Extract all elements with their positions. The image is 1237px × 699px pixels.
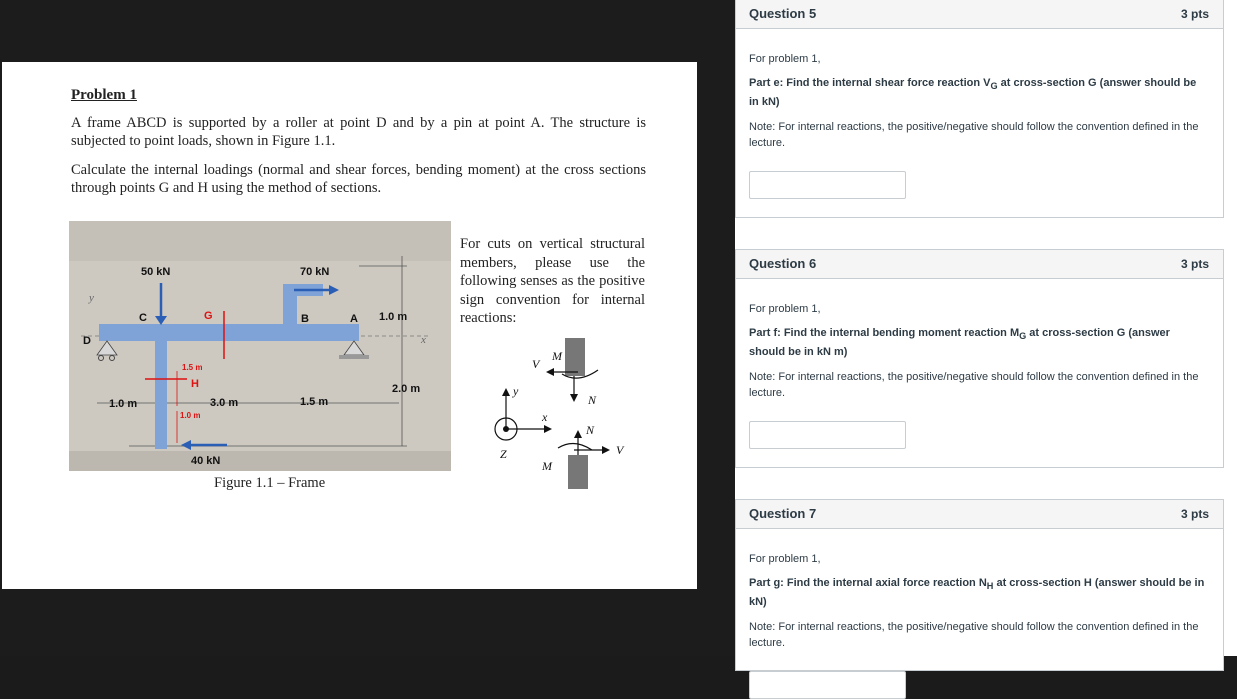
question-header (736, 0, 1223, 29)
problem-task: Calculate the internal loadings (normal and shear forces, bending moment) at the cross sections through points G and H using the method of sections. (71, 162, 646, 196)
problem-title: Problem 1 (71, 87, 137, 103)
label-d: D (83, 335, 91, 347)
label-m-top: M (552, 349, 562, 363)
figure-caption: Figure 1.1 – Frame (214, 475, 326, 491)
axis-y-label: y (89, 292, 94, 304)
question-prompt: Part f: Find the internal bending moment reaction $M_G$ at cross-section G (answer should be in kN m) (749, 327, 1170, 359)
label-h: H (191, 378, 199, 390)
question-7-card (735, 499, 1224, 671)
dim-1-5: 1.5 m (300, 396, 329, 408)
answer-input[interactable] (749, 421, 906, 449)
dim-1-0-top: 1.0 m (379, 311, 408, 323)
label-a: A (350, 313, 358, 325)
dim-2-0: 2.0 m (392, 383, 421, 395)
label-m-bottom: M (542, 459, 552, 473)
label-n-top: N (588, 393, 597, 407)
frame-figure (69, 221, 451, 471)
coord-x-label: x (542, 410, 548, 424)
question-note: Note: For internal reactions, the positive/negative should follow the convention defined in the lecture. (749, 371, 1199, 400)
document-page (2, 62, 697, 589)
dim-1-0-red: 1.0 m (180, 411, 201, 420)
dim-1-5-red: 1.5 m (182, 363, 203, 372)
sign-convention-text: For cuts on vertical structural members, please use the following senses as the positive sign convention for internal reactions: (460, 236, 645, 326)
question-title: Question 6 (749, 256, 817, 271)
question-prompt: Part e: Find the internal shear force reaction $V_G$ at cross-section G (answer should be in kN) (749, 77, 1197, 109)
label-70kn: 70 kN (300, 266, 330, 278)
question-points: 3 pts (1180, 257, 1209, 271)
axis-x-label: x (421, 334, 426, 346)
question-problem-ref: For problem 1, (749, 303, 821, 315)
problem-statement: A frame ABCD is supported by a roller at point D and by a pin at point A. The structure is subjected to point loads, shown in Figure 1.1. (71, 115, 646, 149)
answer-input[interactable] (749, 671, 906, 699)
coord-y-label: y (513, 384, 519, 398)
label-b: B (301, 313, 309, 325)
question-problem-ref: For problem 1, (749, 553, 821, 565)
dim-3-0: 3.0 m (210, 397, 239, 409)
dim-1-0-left: 1.0 m (109, 398, 138, 410)
question-5-card (735, 0, 1224, 218)
label-40kn: 40 kN (191, 455, 221, 467)
label-50kn: 50 kN (141, 266, 171, 278)
question-points: 3 pts (1180, 507, 1209, 521)
question-note: Note: For internal reactions, the positive/negative should follow the convention defined in the lecture. (749, 621, 1199, 650)
question-header (736, 500, 1223, 529)
question-prompt: Part g: Find the internal axial force reaction $N_H$ at cross-section H (answer should be in kN) (749, 577, 1205, 609)
question-header (736, 250, 1223, 279)
question-problem-ref: For problem 1, (749, 53, 821, 65)
sign-convention-diagram (482, 330, 652, 490)
question-note: Note: For internal reactions, the positive/negative should follow the convention defined in the lecture. (749, 121, 1199, 150)
label-g: G (204, 310, 213, 322)
answer-input[interactable] (749, 171, 906, 199)
quiz-panel (735, 0, 1237, 656)
label-n-bottom: N (586, 423, 595, 437)
question-6-card (735, 249, 1224, 468)
label-v-top: V (532, 357, 540, 371)
label-c: C (139, 312, 147, 324)
question-title: Question 7 (749, 506, 817, 521)
coord-z-label: Z (500, 447, 507, 461)
label-v-bottom: V (616, 443, 624, 457)
question-title: Question 5 (749, 6, 817, 21)
question-points: 3 pts (1180, 7, 1209, 21)
